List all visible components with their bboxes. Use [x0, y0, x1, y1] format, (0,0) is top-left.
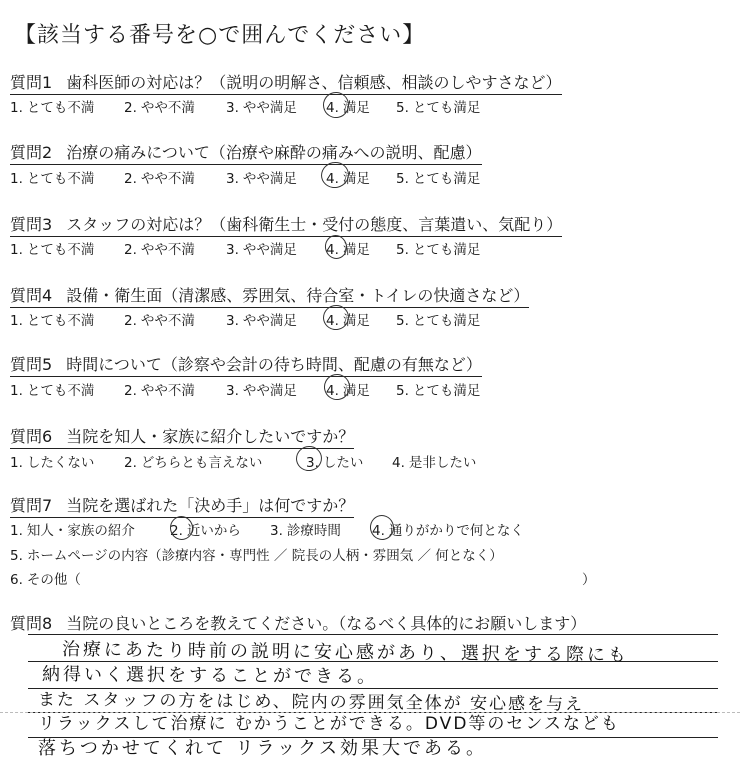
answer-line-3: また スタッフの方をはじめ、院内の雰囲気全体が 安心感を与え — [37, 690, 585, 715]
question-6-options — [10, 451, 476, 471]
q4-option-3[interactable]: 3. やや満足 — [226, 313, 297, 329]
question-4-options — [10, 309, 480, 329]
q1-option-4[interactable]: 4. 満足 — [326, 100, 370, 116]
q2-option-3[interactable]: 3. やや満足 — [226, 171, 297, 187]
q7-option-6-paren-close: ） — [582, 572, 596, 588]
q6-option-2[interactable]: 2. どちらとも言えない — [124, 455, 263, 471]
question-7-options-row-2 — [10, 544, 503, 564]
question-4-number: 質問4 — [10, 286, 53, 305]
q1-option-2[interactable]: 2. やや不満 — [124, 100, 195, 116]
q4-option-4[interactable]: 4. 満足 — [326, 313, 370, 329]
answer-line-4: リラックスして治療に むかうことができる。DVD等のセンスなども — [38, 714, 620, 734]
q6-option-1[interactable]: 1. したくない — [10, 455, 95, 471]
q3-option-2[interactable]: 2. やや不満 — [124, 242, 195, 258]
q6-option-3[interactable]: 3. したい — [306, 455, 364, 471]
q7-option-5[interactable]: 5. ホームページの内容（診療内容・専門性 ／ 院長の人柄・雰囲気 ／ 何となく） — [10, 548, 503, 564]
question-5-text: 時間について（診察や会計の待ち時間、配慮の有無など） — [66, 355, 482, 374]
q5-option-5[interactable]: 5. とても満足 — [396, 383, 481, 399]
q3-option-5[interactable]: 5. とても満足 — [396, 242, 481, 258]
question-7-options-row-3 — [10, 568, 610, 588]
q3-option-3[interactable]: 3. やや満足 — [226, 242, 297, 258]
q3-option-1[interactable]: 1. とても不満 — [10, 242, 95, 258]
q1-option-1[interactable]: 1. とても不満 — [10, 100, 95, 116]
question-3-text: スタッフの対応は？（歯科衛生士・受付の態度、言葉遣い、気配り） — [66, 215, 563, 234]
q7-option-2[interactable]: 2. 近いから — [170, 523, 241, 539]
question-6-title — [10, 424, 354, 449]
question-2-title — [10, 140, 482, 165]
q5-option-2[interactable]: 2. やや不満 — [124, 383, 195, 399]
question-8-title — [10, 611, 586, 635]
q4-option-2[interactable]: 2. やや不満 — [124, 313, 195, 329]
question-7-title — [10, 493, 354, 518]
question-7-text: 当院を選ばれた「決め手」は何ですか？ — [66, 496, 355, 515]
question-2-text: 治療の痛みについて（治療や麻酔の痛みへの説明、配慮） — [66, 143, 482, 162]
question-8-text: 当院の良いところを教えてください。（なるべく具体的にお願いします） — [66, 614, 587, 633]
question-4-title — [10, 283, 529, 308]
q3-option-4[interactable]: 4. 満足 — [326, 242, 370, 258]
q4-option-5[interactable]: 5. とても満足 — [396, 313, 481, 329]
q5-option-1[interactable]: 1. とても不満 — [10, 383, 95, 399]
question-2-number: 質問2 — [10, 143, 53, 162]
question-3-title — [10, 212, 562, 237]
question-8-number: 質問8 — [10, 614, 53, 633]
q1-option-5[interactable]: 5. とても満足 — [396, 100, 481, 116]
q7-option-4[interactable]: 4. 通りがかりで何となく — [372, 523, 524, 539]
q7-option-6[interactable]: 6. その他（ — [10, 572, 81, 588]
q7-option-3[interactable]: 3. 診療時間 — [270, 523, 341, 539]
question-5-title — [10, 352, 482, 377]
q2-option-1[interactable]: 1. とても不満 — [10, 171, 95, 187]
q4-option-1[interactable]: 1. とても不満 — [10, 313, 95, 329]
answer-line-2: 納得いく選択をすることができる。 — [41, 664, 379, 688]
instruction-header: 【該当する番号を○で囲んでください】 — [14, 23, 426, 48]
q6-option-4[interactable]: 4. 是非したい — [392, 455, 477, 471]
question-5-options — [10, 379, 480, 399]
question-1-number: 質問1 — [10, 73, 53, 92]
answer-line-1: 治療にあたり時前の説明に安心感があり、選択をする際にも — [61, 639, 630, 666]
q1-option-3[interactable]: 3. やや満足 — [226, 100, 297, 116]
q2-option-5[interactable]: 5. とても満足 — [396, 171, 481, 187]
question-1-title — [10, 70, 562, 95]
answer-line-5: 落ちつかせてくれて リラックス効果大である。 — [38, 738, 487, 759]
question-6-number: 質問6 — [10, 427, 53, 446]
question-7-options-row-1 — [10, 519, 524, 539]
question-5-number: 質問5 — [10, 355, 53, 374]
q5-option-4[interactable]: 4. 満足 — [326, 383, 370, 399]
question-6-text: 当院を知人・家族に紹介したいですか？ — [66, 427, 355, 446]
question-3-options — [10, 238, 480, 258]
q2-option-2[interactable]: 2. やや不満 — [124, 171, 195, 187]
question-3-number: 質問3 — [10, 215, 53, 234]
q2-option-4[interactable]: 4. 満足 — [326, 171, 370, 187]
question-4-text: 設備・衛生面（清潔感、雰囲気、待合室・トイレの快適さなど） — [66, 286, 530, 305]
question-1-text: 歯科医師の対応は？（説明の明解さ、信頼感、相談のしやすさなど） — [66, 73, 562, 92]
q5-option-3[interactable]: 3. やや満足 — [226, 383, 297, 399]
question-2-options — [10, 167, 480, 187]
question-7-number: 質問7 — [10, 496, 53, 515]
q7-option-1[interactable]: 1. 知人・家族の紹介 — [10, 523, 135, 539]
question-1-options — [10, 96, 480, 116]
